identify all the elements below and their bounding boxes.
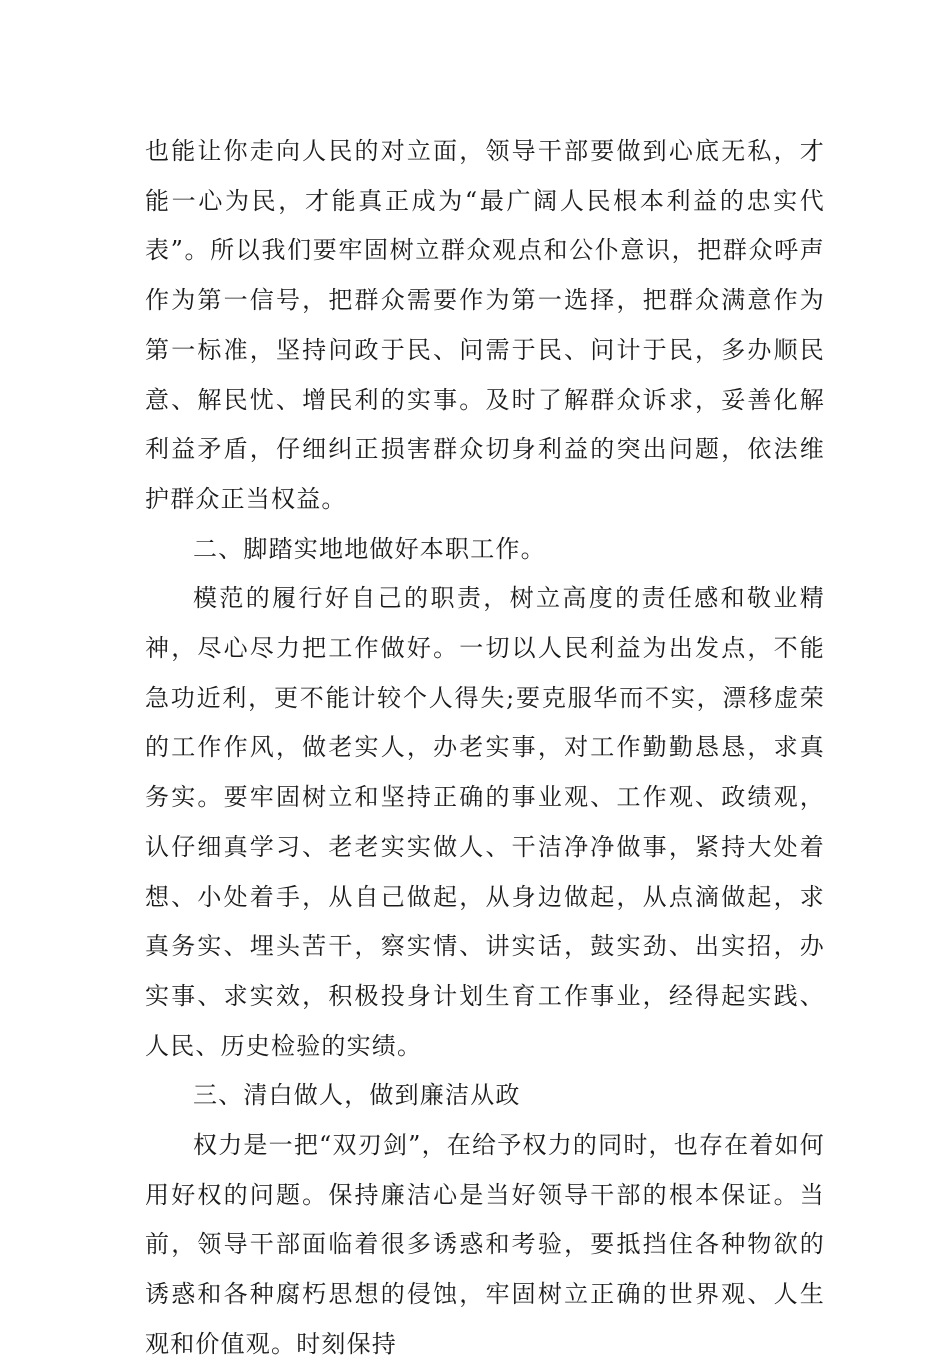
paragraph-section-2: 模范的履行好自己的职责，树立高度的责任感和敬业精神，尽心尽力把工作做好。一切以人民利益为出发点，不能急功近利，更不能计较个人得失;要克服华而不实，漂移虚荣的工作作风，做老实人，办老实事，对工作勤勤恳恳，求真务实。要牢固树立和坚持正确的事业观、工作观、政绩观，认仔细真学习、老老实实做人、干洁净净做事，紧持大处着想、小处着手，从自己做起，从身边做起，从点滴做起，求真务实、埋头苦干，察实情、讲实话，鼓实劲、出实招，办实事、求实效，积极投身计划生育工作事业，经得起实践、人民、历史检验的实绩。 xyxy=(145,584,825,1060)
section-heading-2: 二、脚踏实地地做好本职工作。 xyxy=(193,534,546,563)
section-heading-3: 三、清白做人，做到廉洁从政 xyxy=(193,1081,521,1110)
paragraph-continuation: 也能让你走向人民的对立面，领导干部要做到心底无私，才能一心为民，才能真正成为“最广阔人民根本利益的忠实代表”。所以我们要牢固树立群众观点和公仆意识，把群众呼声作为第一信号，把群众需要作为第一选择，把群众满意作为第一标准，坚持问政于民、问需于民、问计于民，多办顺民意、解民忧、增民利的实事。及时了解群众诉求，妥善化解利益矛盾，仔细纠正损害群众切身利益的突出问题，依法维护群众正当权益。 xyxy=(145,137,825,513)
paragraph-section-3: 权力是一把“双刃剑”，在给予权力的同时，也存在着如何用好权的问题。保持廉洁心是当好领导干部的根本保证。当前，领导干部面临着很多诱惑和考验，要抵挡住各种物欲的诱惑和各种腐朽思想的侵蚀，牢固树立正确的世界观、人生观和价值观。时刻保持 xyxy=(145,1131,825,1358)
document-body xyxy=(145,127,825,1370)
